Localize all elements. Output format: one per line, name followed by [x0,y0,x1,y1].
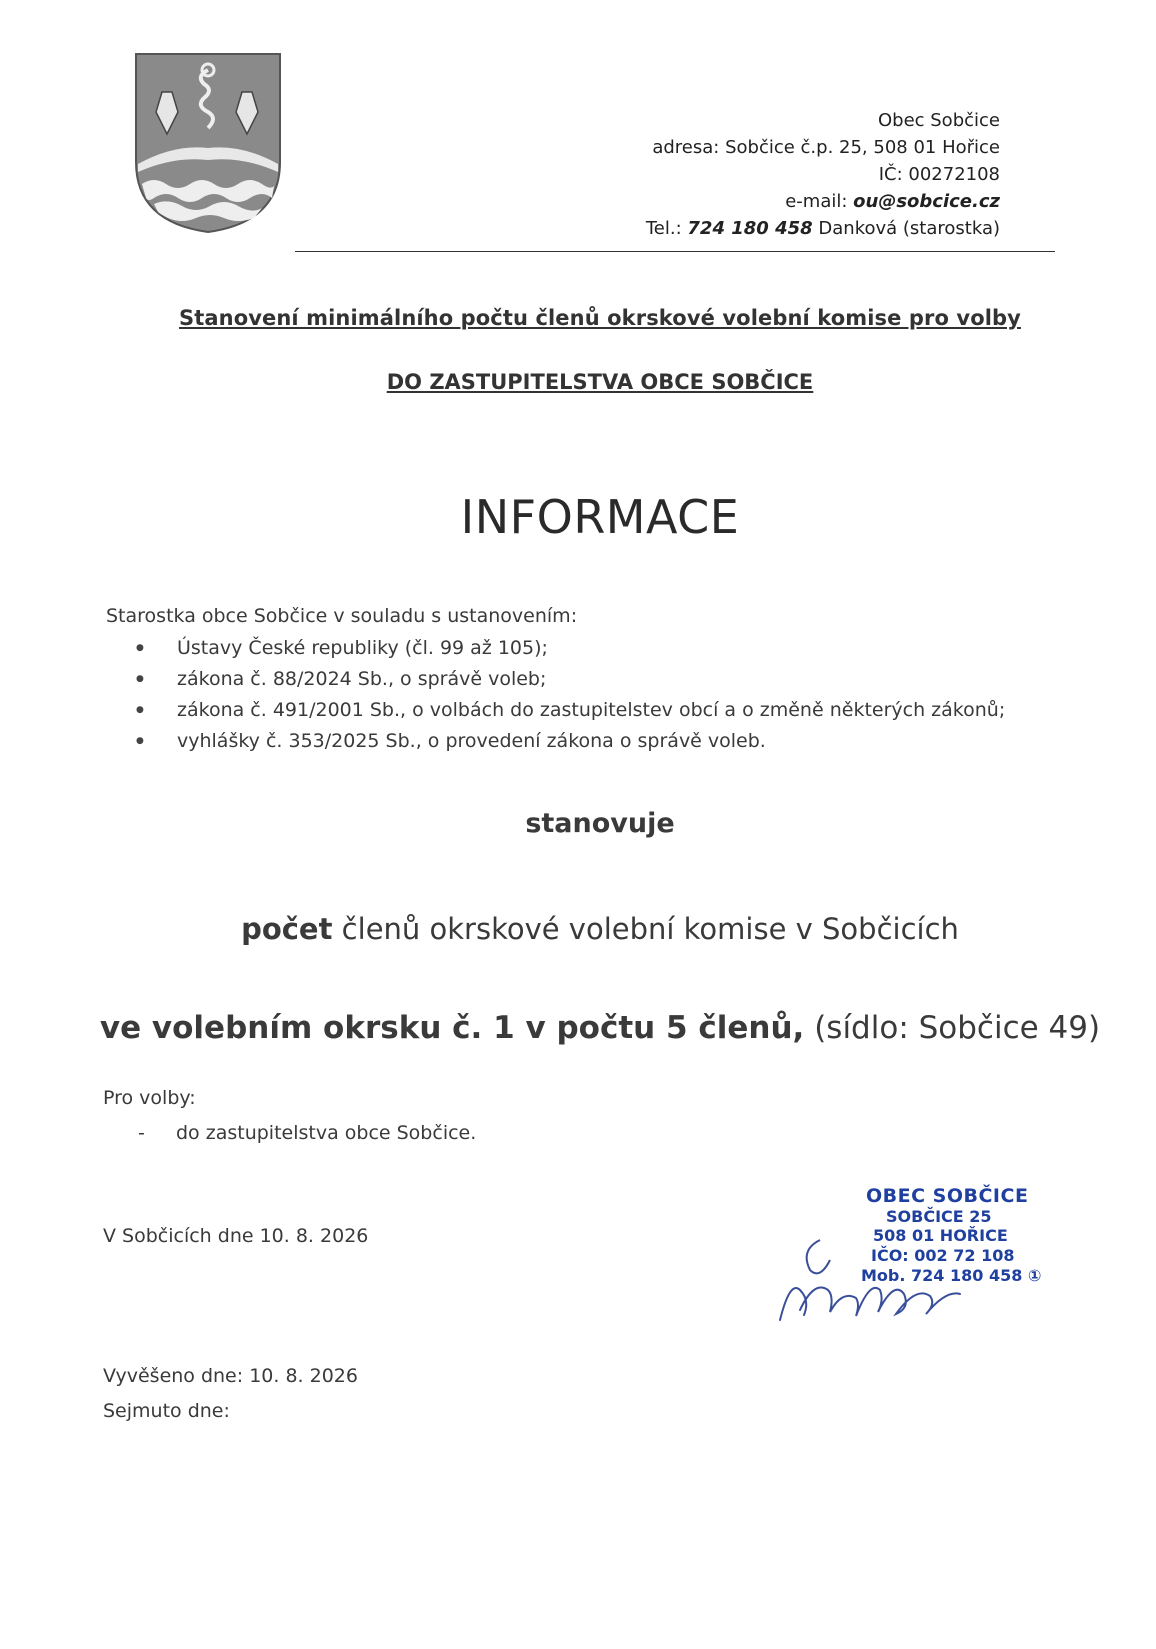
posted-date: Vyvěšeno dne: 10. 8. 2026 [103,1365,358,1387]
header-divider [295,251,1055,252]
decision-verb: stanovuje [525,808,675,839]
document-subtitle: DO ZASTUPITELSTVA OBCE SOBČICE [386,370,814,394]
stamp-line: SOBČICE 25 [886,1207,992,1226]
election-name: do zastupitelstva obce Sobčice. [176,1122,477,1144]
elections-label: Pro volby: [103,1087,196,1109]
org-ic: IČ: 00272108 [878,164,1000,185]
coat-of-arms-icon [134,52,282,234]
stamp-line: 508 01 HOŘICE [873,1226,1008,1245]
law-list [136,633,1005,757]
district-line [0,1010,1156,1046]
org-tel-line [646,215,1000,242]
stamp-line: Mob. 724 180 458 ① [861,1266,1042,1285]
intro-text: Starostka obce Sobčice v souladu s ustanovením: [106,605,578,627]
org-email-line [785,188,1000,215]
tel-number: 724 180 458 [687,218,813,239]
member-count-line [0,912,1156,946]
district-seat: (sídlo: Sobčice 49) [804,1010,1101,1046]
district-bold: ve volebním okrsku č. 1 v počtu 5 členů, [99,1010,805,1046]
member-count-bold: počet [241,912,333,946]
member-count-rest: členů okrskové volební komise v Sobčicích [332,912,959,946]
page-heading: INFORMACE [460,490,740,544]
tel-label: Tel.: [645,218,688,239]
email-link[interactable]: ou@sobcice.cz [853,191,1000,212]
signature-icon [770,1220,970,1330]
org-name: Obec Sobčice [877,110,1000,131]
tel-suffix: Danková (starostka) [812,218,1000,239]
stamp-line: IČO: 002 72 108 [871,1246,1015,1265]
stamp-line: OBEC SOBČICE [866,1185,1029,1207]
list-item: ● zákona č. 88/2024 Sb., o správě voleb; [136,664,1005,695]
removed-date: Sejmuto dne: [103,1400,230,1422]
org-address: adresa: Sobčice č.p. 25, 508 01 Hořice [652,137,1000,158]
email-label: e-mail: [785,191,854,212]
election-dash: - [138,1122,145,1144]
election-item [138,1122,476,1144]
list-item: ● Ústavy České republiky (čl. 99 až 105); [136,633,1005,664]
list-item: ● zákona č. 491/2001 Sb., o volbách do zastupitelstev obcí a o změně některých zákonů; [136,695,1005,726]
issue-date: V Sobčicích dne 10. 8. 2026 [103,1225,369,1247]
list-item: ● vyhlášky č. 353/2025 Sb., o provedení zákona o správě voleb. [136,726,1005,757]
document-title: Stanovení minimálního počtu členů okrskové volební komise pro volby [179,306,1021,330]
